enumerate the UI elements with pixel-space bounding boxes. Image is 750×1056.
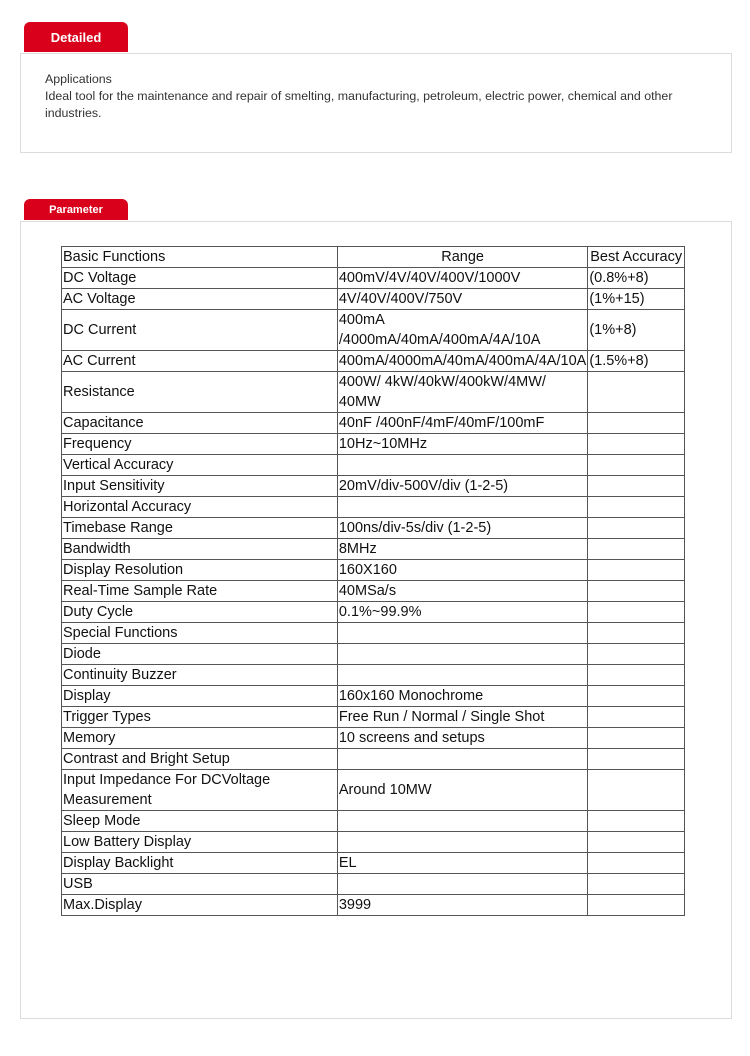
function-cell: DC Current: [62, 310, 338, 351]
range-cell: 4V/40V/400V/750V: [337, 289, 587, 310]
function-cell: Capacitance: [62, 413, 338, 434]
accuracy-cell: [588, 476, 685, 497]
accuracy-cell: [588, 372, 685, 413]
accuracy-cell: [588, 623, 685, 644]
range-cell: 20mV/div-500V/div (1-2-5): [337, 476, 587, 497]
function-cell: Duty Cycle: [62, 602, 338, 623]
table-row: [62, 268, 685, 289]
header-best-accuracy: Best Accuracy: [588, 247, 685, 268]
accuracy-cell: [588, 560, 685, 581]
table-row: [62, 728, 685, 749]
accuracy-cell: [588, 770, 685, 811]
function-cell: USB: [62, 874, 338, 895]
function-cell: Bandwidth: [62, 539, 338, 560]
table-row: [62, 623, 685, 644]
accuracy-cell: [588, 602, 685, 623]
function-cell: Display Resolution: [62, 560, 338, 581]
function-cell: Special Functions: [62, 623, 338, 644]
accuracy-cell: [588, 832, 685, 853]
accuracy-cell: (0.8%+8): [588, 268, 685, 289]
range-cell: 400W/ 4kW/40kW/400kW/4MW/ 40MW: [337, 372, 587, 413]
table-row: [62, 560, 685, 581]
function-cell: Sleep Mode: [62, 811, 338, 832]
table-row: [62, 770, 685, 811]
range-cell: [337, 832, 587, 853]
function-cell: Frequency: [62, 434, 338, 455]
range-cell: [337, 665, 587, 686]
header-range: Range: [337, 247, 587, 268]
function-cell: AC Voltage: [62, 289, 338, 310]
function-cell: Horizontal Accuracy: [62, 497, 338, 518]
accuracy-cell: [588, 497, 685, 518]
table-row: [62, 310, 685, 351]
accuracy-cell: [588, 413, 685, 434]
range-cell: [337, 749, 587, 770]
range-cell: 10 screens and setups: [337, 728, 587, 749]
accuracy-cell: [588, 518, 685, 539]
applications-block: [45, 71, 705, 122]
range-cell: 400mV/4V/40V/400V/1000V: [337, 268, 587, 289]
range-cell: 40nF /400nF/4mF/40mF/100mF: [337, 413, 587, 434]
range-cell: [337, 811, 587, 832]
table-row: [62, 497, 685, 518]
accuracy-cell: [588, 728, 685, 749]
table-row: [62, 434, 685, 455]
table-row: [62, 853, 685, 874]
table-row: [62, 413, 685, 434]
range-cell: [337, 874, 587, 895]
table-row: [62, 518, 685, 539]
table-row: [62, 811, 685, 832]
accuracy-cell: [588, 707, 685, 728]
table-row: [62, 874, 685, 895]
accuracy-cell: [588, 644, 685, 665]
applications-title: Applications: [45, 72, 112, 86]
function-cell: Timebase Range: [62, 518, 338, 539]
table-row: [62, 602, 685, 623]
range-cell: 10Hz~10MHz: [337, 434, 587, 455]
function-cell: Trigger Types: [62, 707, 338, 728]
table-row: [62, 707, 685, 728]
function-cell: Input Impedance For DCVoltage Measurement: [62, 770, 338, 811]
function-cell: Continuity Buzzer: [62, 665, 338, 686]
table-row: [62, 644, 685, 665]
function-cell: Resistance: [62, 372, 338, 413]
range-cell: 400mA /4000mA/40mA/400mA/4A/10A: [337, 310, 587, 351]
table-row: [62, 476, 685, 497]
accuracy-cell: [588, 434, 685, 455]
accuracy-cell: [588, 455, 685, 476]
function-cell: Real-Time Sample Rate: [62, 581, 338, 602]
accuracy-cell: (1%+8): [588, 310, 685, 351]
table-header-row: [62, 247, 685, 268]
accuracy-cell: [588, 539, 685, 560]
function-cell: Max.Display: [62, 895, 338, 916]
table-row: [62, 351, 685, 372]
detailed-panel: [20, 53, 732, 153]
function-cell: AC Current: [62, 351, 338, 372]
table-row: [62, 895, 685, 916]
range-cell: [337, 497, 587, 518]
function-cell: Memory: [62, 728, 338, 749]
accuracy-cell: (1%+15): [588, 289, 685, 310]
table-row: [62, 581, 685, 602]
table-row: [62, 289, 685, 310]
range-cell: 40MSa/s: [337, 581, 587, 602]
table-row: [62, 372, 685, 413]
accuracy-cell: [588, 811, 685, 832]
function-cell: Display Backlight: [62, 853, 338, 874]
range-cell: [337, 455, 587, 476]
table-row: [62, 665, 685, 686]
table-row: [62, 686, 685, 707]
range-cell: Around 10MW: [337, 770, 587, 811]
range-cell: 400mA/4000mA/40mA/400mA/4A/10A: [337, 351, 587, 372]
range-cell: 160x160 Monochrome: [337, 686, 587, 707]
tab-detailed: Detailed: [24, 22, 128, 52]
range-cell: 100ns/div-5s/div (1-2-5): [337, 518, 587, 539]
function-cell: Diode: [62, 644, 338, 665]
accuracy-cell: [588, 853, 685, 874]
table-row: [62, 832, 685, 853]
parameter-panel: [20, 221, 732, 1019]
header-basic-functions: Basic Functions: [62, 247, 338, 268]
function-cell: Input Sensitivity: [62, 476, 338, 497]
table-row: [62, 749, 685, 770]
accuracy-cell: [588, 874, 685, 895]
range-cell: [337, 623, 587, 644]
function-cell: Contrast and Bright Setup: [62, 749, 338, 770]
range-cell: [337, 644, 587, 665]
accuracy-cell: [588, 581, 685, 602]
function-cell: DC Voltage: [62, 268, 338, 289]
parameter-table: [61, 246, 685, 916]
table-row: [62, 455, 685, 476]
function-cell: Vertical Accuracy: [62, 455, 338, 476]
function-cell: Low Battery Display: [62, 832, 338, 853]
accuracy-cell: [588, 749, 685, 770]
accuracy-cell: [588, 665, 685, 686]
range-cell: 160X160: [337, 560, 587, 581]
range-cell: 3999: [337, 895, 587, 916]
accuracy-cell: [588, 686, 685, 707]
function-cell: Display: [62, 686, 338, 707]
applications-text: Ideal tool for the maintenance and repair of smelting, manufacturing, petroleum, electric power, chemical and other industries.: [45, 89, 673, 120]
range-cell: 0.1%~99.9%: [337, 602, 587, 623]
table-row: [62, 539, 685, 560]
tab-parameter: Parameter: [24, 199, 128, 220]
accuracy-cell: [588, 895, 685, 916]
range-cell: EL: [337, 853, 587, 874]
range-cell: 8MHz: [337, 539, 587, 560]
accuracy-cell: (1.5%+8): [588, 351, 685, 372]
range-cell: Free Run / Normal / Single Shot: [337, 707, 587, 728]
